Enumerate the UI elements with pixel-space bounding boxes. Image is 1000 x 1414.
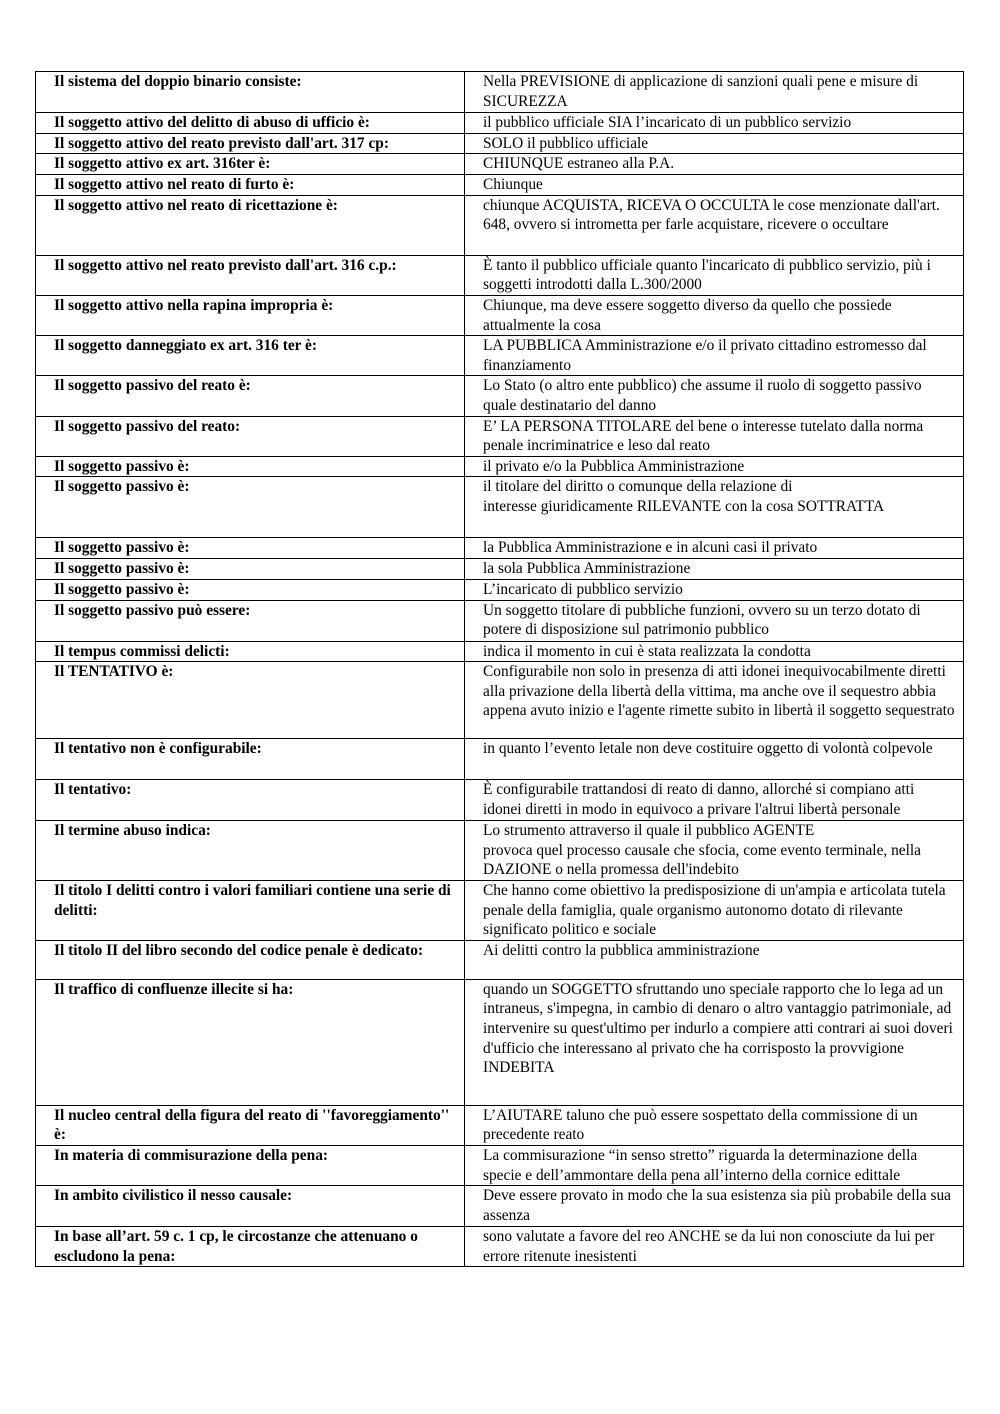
table-row bbox=[36, 739, 964, 780]
question-cell: Il TENTATIVO è: bbox=[36, 662, 465, 739]
table-row bbox=[36, 1186, 964, 1227]
question-cell: Il titolo I delitti contro i valori familiari contiene una serie di delitti: bbox=[36, 881, 465, 941]
table-row bbox=[36, 195, 964, 255]
answer-cell: E’ LA PERSONA TITOLARE del bene o interesse tutelato dalla norma penale incriminatrice e leso dal reato bbox=[465, 416, 964, 456]
answer-cell: il pubblico ufficiale SIA l’incaricato di un pubblico servizio bbox=[465, 113, 964, 134]
table-row bbox=[36, 1105, 964, 1145]
table-row bbox=[36, 477, 964, 538]
table-row bbox=[36, 113, 964, 134]
table-row bbox=[36, 780, 964, 821]
table-row bbox=[36, 336, 964, 376]
table-row bbox=[36, 662, 964, 739]
answer-cell: Nella PREVISIONE di applicazione di sanzioni quali pene e misure di SICUREZZA bbox=[465, 72, 964, 113]
question-cell: Il soggetto passivo può essere: bbox=[36, 600, 465, 641]
table-row bbox=[36, 881, 964, 941]
question-cell: Il soggetto passivo è: bbox=[36, 456, 465, 477]
question-cell: Il soggetto attivo nel reato di ricettazione è: bbox=[36, 195, 465, 255]
question-cell: Il tempus commissi delicti: bbox=[36, 641, 465, 662]
table-row bbox=[36, 579, 964, 600]
question-cell: Il termine abuso indica: bbox=[36, 821, 465, 881]
question-cell: Il soggetto attivo nella rapina impropria è: bbox=[36, 295, 465, 335]
question-cell: In base all’art. 59 c. 1 cp, le circostanze che attenuano o escludono la pena: bbox=[36, 1227, 465, 1267]
question-cell: Il soggetto passivo è: bbox=[36, 558, 465, 579]
question-cell: Il soggetto passivo del reato è: bbox=[36, 376, 465, 416]
table-row bbox=[36, 1146, 964, 1186]
answer-cell: LA PUBBLICA Amministrazione e/o il privato cittadino estromesso dal finanziamento bbox=[465, 336, 964, 376]
question-cell: Il traffico di confluenze illecite si ha: bbox=[36, 979, 465, 1105]
qa-table-body bbox=[36, 72, 964, 1267]
answer-cell: Configurabile non solo in presenza di atti idonei inequivocabilmente diretti alla privazione della libertà della vittima, ma anche ove il sequestro abbia appena avuto inizio e l'agente rimette subito in libertà il soggetto sequestrato bbox=[465, 662, 964, 739]
table-row bbox=[36, 72, 964, 113]
table-row bbox=[36, 979, 964, 1105]
table-row bbox=[36, 641, 964, 662]
answer-cell: la Pubblica Amministrazione e in alcuni casi il privato bbox=[465, 538, 964, 559]
answer-cell: Chiunque, ma deve essere soggetto diverso da quello che possiede attualmente la cosa bbox=[465, 295, 964, 335]
answer-cell: È tanto il pubblico ufficiale quanto l'incaricato di pubblico servizio, più i soggetti introdotti dalla L.300/2000 bbox=[465, 255, 964, 295]
table-row bbox=[36, 600, 964, 641]
table-row bbox=[36, 456, 964, 477]
table-row bbox=[36, 416, 964, 456]
answer-cell: SOLO il pubblico ufficiale bbox=[465, 133, 964, 154]
question-cell: Il soggetto attivo del delitto di abuso di ufficio è: bbox=[36, 113, 465, 134]
answer-cell: Lo strumento attraverso il quale il pubblico AGENTE provoca quel processo causale che sfocia, come evento terminale, nella DAZIONE o nella promessa dell'indebito bbox=[465, 821, 964, 881]
answer-cell: sono valutate a favore del reo ANCHE se da lui non conosciute da lui per errore ritenute inesistenti bbox=[465, 1227, 964, 1267]
answer-cell: quando un SOGGETTO sfruttando uno speciale rapporto che lo lega ad un intraneus, s'impegna, in cambio di denaro o altro vantaggio patrimoniale, ad intervenire su quest'ultimo per indurlo a compiere atti contrari ai suoi doveri d'ufficio che interessano al privato che ha corrisposto la provvigione INDEBITA bbox=[465, 979, 964, 1105]
table-row bbox=[36, 538, 964, 559]
qa-table bbox=[35, 71, 964, 1267]
question-cell: Il sistema del doppio binario consiste: bbox=[36, 72, 465, 113]
question-cell: In materia di commisurazione della pena: bbox=[36, 1146, 465, 1186]
answer-cell: Che hanno come obiettivo la predisposizione di un'ampia e articolata tutela penale della famiglia, quale organismo autonomo dotato di rilevante significato politico e sociale bbox=[465, 881, 964, 941]
answer-cell: Un soggetto titolare di pubbliche funzioni, ovvero su un terzo dotato di potere di disposizione sul patrimonio pubblico bbox=[465, 600, 964, 641]
table-row bbox=[36, 558, 964, 579]
table-row bbox=[36, 133, 964, 154]
question-cell: Il soggetto passivo è: bbox=[36, 477, 465, 538]
question-cell: Il soggetto danneggiato ex art. 316 ter è: bbox=[36, 336, 465, 376]
answer-cell: chiunque ACQUISTA, RICEVA O OCCULTA le cose menzionate dall'art. 648, ovvero si intrometta per farle acquistare, ricevere o occultare bbox=[465, 195, 964, 255]
answer-cell: la sola Pubblica Amministrazione bbox=[465, 558, 964, 579]
answer-cell: Deve essere provato in modo che la sua esistenza sia più probabile della sua assenza bbox=[465, 1186, 964, 1227]
question-cell: Il soggetto passivo è: bbox=[36, 538, 465, 559]
question-cell: Il soggetto attivo del reato previsto dall'art. 317 cp: bbox=[36, 133, 465, 154]
answer-cell: indica il momento in cui è stata realizzata la condotta bbox=[465, 641, 964, 662]
table-row bbox=[36, 821, 964, 881]
answer-cell: Ai delitti contro la pubblica amministrazione bbox=[465, 940, 964, 979]
table-row bbox=[36, 940, 964, 979]
answer-cell: il titolare del diritto o comunque della relazione di interesse giuridicamente RILEVANTE con la cosa SOTTRATTA bbox=[465, 477, 964, 538]
question-cell: Il titolo II del libro secondo del codice penale è dedicato: bbox=[36, 940, 465, 979]
answer-cell: L’incaricato di pubblico servizio bbox=[465, 579, 964, 600]
answer-cell: CHIUNQUE estraneo alla P.A. bbox=[465, 154, 964, 175]
answer-cell: L’AIUTARE taluno che può essere sospettato della commissione di un precedente reato bbox=[465, 1105, 964, 1145]
question-cell: Il tentativo: bbox=[36, 780, 465, 821]
table-row bbox=[36, 1227, 964, 1267]
answer-cell: in quanto l’evento letale non deve costituire oggetto di volontà colpevole bbox=[465, 739, 964, 780]
question-cell: Il soggetto passivo è: bbox=[36, 579, 465, 600]
question-cell: Il tentativo non è configurabile: bbox=[36, 739, 465, 780]
answer-cell: La commisurazione “in senso stretto” riguarda la determinazione della specie e dell’ammontare della pena all’interno della cornice edittale bbox=[465, 1146, 964, 1186]
table-row bbox=[36, 295, 964, 335]
answer-cell: Chiunque bbox=[465, 174, 964, 195]
table-row bbox=[36, 154, 964, 175]
table-row bbox=[36, 255, 964, 295]
answer-cell: Lo Stato (o altro ente pubblico) che assume il ruolo di soggetto passivo quale destinatario del danno bbox=[465, 376, 964, 416]
question-cell: Il soggetto attivo ex art. 316ter è: bbox=[36, 154, 465, 175]
question-cell: Il soggetto attivo nel reato previsto dall'art. 316 c.p.: bbox=[36, 255, 465, 295]
question-cell: Il soggetto passivo del reato: bbox=[36, 416, 465, 456]
question-cell: Il soggetto attivo nel reato di furto è: bbox=[36, 174, 465, 195]
table-row bbox=[36, 174, 964, 195]
question-cell: In ambito civilistico il nesso causale: bbox=[36, 1186, 465, 1227]
table-row bbox=[36, 376, 964, 416]
answer-cell: il privato e/o la Pubblica Amministrazione bbox=[465, 456, 964, 477]
question-cell: Il nucleo central della figura del reato di ''favoreggiamento'' è: bbox=[36, 1105, 465, 1145]
answer-cell: È configurabile trattandosi di reato di danno, allorché si compiano atti idonei diretti in modo in equivoco a privare l'altrui libertà personale bbox=[465, 780, 964, 821]
